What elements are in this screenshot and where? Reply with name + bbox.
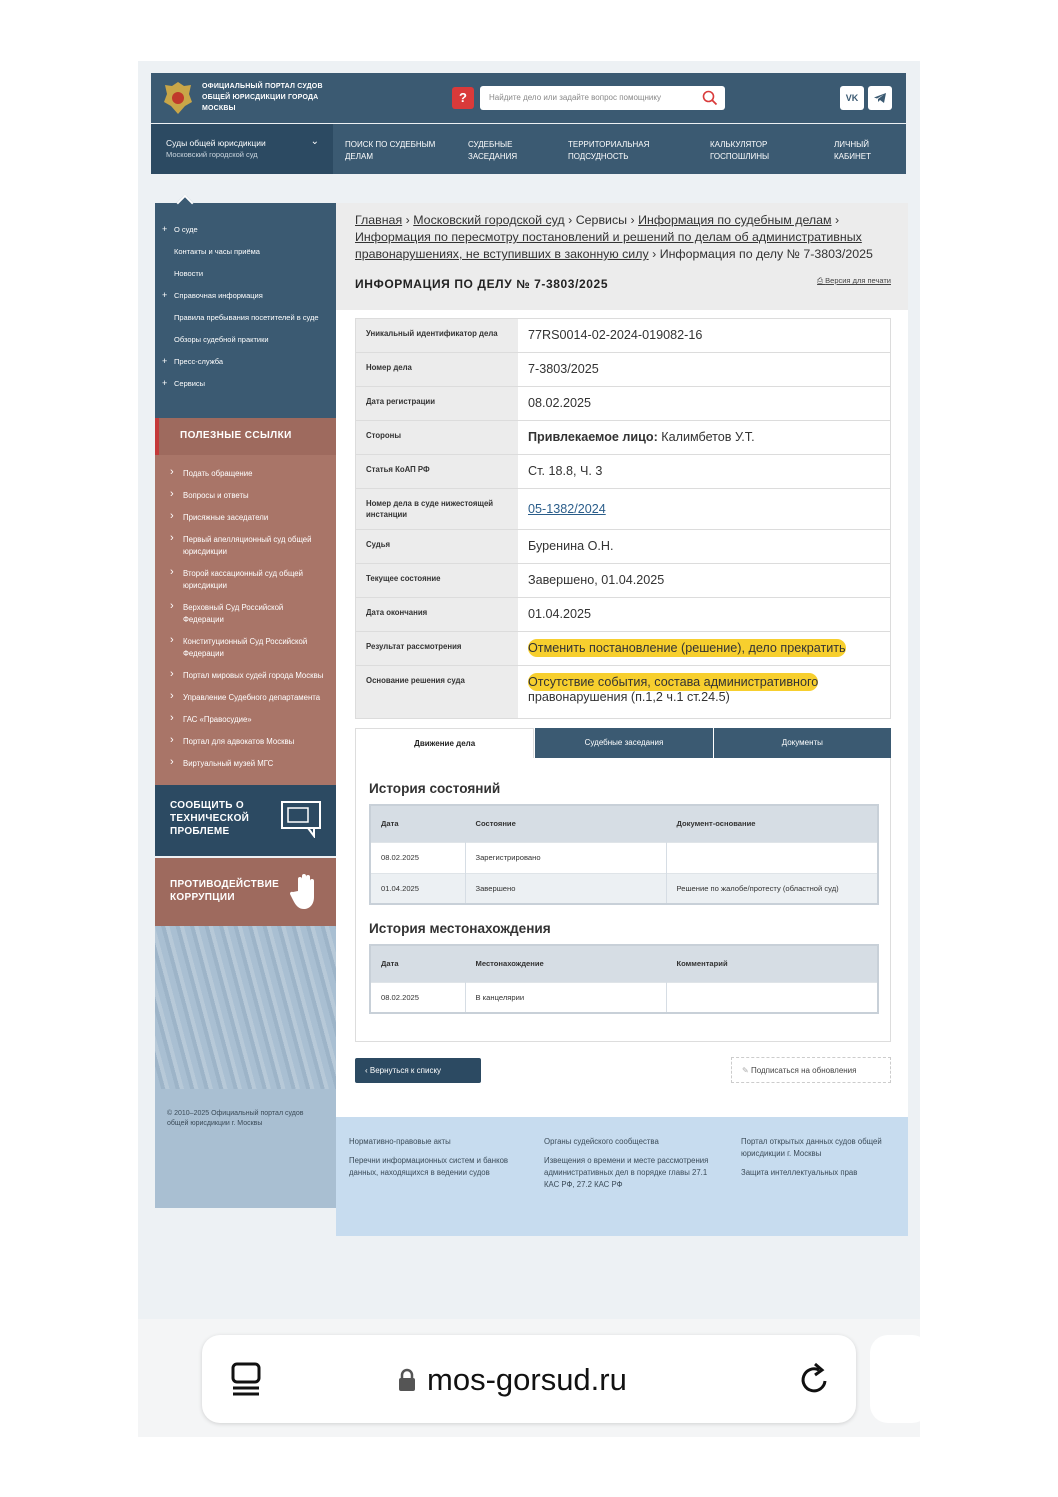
link-appeal[interactable]: › Подать обращение	[155, 463, 336, 485]
nav-case-search[interactable]: ПОИСК ПО СУДЕБНЫМ ДЕЛАМ	[345, 140, 436, 161]
footer-link[interactable]: Органы судейского сообщества	[544, 1137, 659, 1146]
parties-value	[518, 421, 890, 454]
table-header	[370, 945, 878, 982]
col-comment: Комментарий	[666, 945, 878, 982]
printer-icon: ⎙	[817, 276, 826, 285]
tab-sessions[interactable]: Судебные заседания	[534, 728, 712, 758]
cell: Завершено	[465, 873, 666, 904]
footer-col-1	[349, 1136, 519, 1186]
table-row	[356, 598, 890, 632]
breadcrumb-court[interactable]: Московский городской суд	[413, 213, 565, 227]
tab-case-movement[interactable]: Движение дела	[355, 728, 534, 758]
judge-label: Судья	[356, 530, 518, 563]
table-row	[356, 666, 890, 718]
subscribe-label: Подписаться на обновления	[750, 1066, 857, 1075]
telegram-icon[interactable]	[868, 86, 892, 110]
footer-link[interactable]: Перечни информационных систем и банков данных, находящихся в ведении судов	[349, 1156, 509, 1177]
reload-icon[interactable]	[796, 1360, 832, 1398]
cell	[666, 982, 878, 1013]
lower-case-label: Номер дела в суде нижестоящей инстанции	[356, 489, 518, 529]
basis-label: Основание решения суда	[356, 666, 518, 718]
breadcrumb-sep: ›	[630, 213, 635, 227]
court-select-label: Суды общей юрисдикции	[166, 138, 266, 148]
edit-icon: ✎	[742, 1066, 751, 1075]
end-date-label: Дата окончания	[356, 598, 518, 631]
end-date-value: 01.04.2025	[528, 607, 592, 621]
footer	[336, 1117, 908, 1236]
sidebar-item-rules[interactable]: Правила пребывания посетителей в суде	[174, 313, 319, 322]
location-title: История местонахождения	[369, 921, 551, 936]
sidebar	[155, 203, 336, 1208]
footer-link[interactable]: Нормативно-правовые акты	[349, 1137, 451, 1146]
footer-link[interactable]: Портал открытых данных судов общей юрисдикции г. Москвы	[741, 1137, 882, 1158]
menu-notch	[177, 195, 194, 212]
site-header	[151, 73, 906, 123]
search-icon[interactable]	[701, 89, 719, 107]
judge-value: Буренина О.Н.	[528, 539, 614, 553]
result-cell	[518, 632, 890, 665]
party-role: Привлекаемое лицо:	[528, 430, 658, 444]
link-gas-justice[interactable]: › ГАС «Правосудие»	[155, 709, 336, 731]
uid-label: Уникальный идентификатор дела	[356, 319, 518, 352]
case-info-table	[355, 318, 891, 719]
portal-title[interactable]: ОФИЦИАЛЬНЫЙ ПОРТАЛ СУДОВ ОБЩЕЙ ЮРИСДИКЦИИ ГОРОДА МОСКВЫ	[202, 83, 323, 112]
basis-value-line1: Отсутствие события, состава административного	[528, 675, 819, 689]
sidebar-menu	[155, 203, 336, 418]
link-supreme-court[interactable]: › Верховный Суд Российской Федерации	[155, 597, 336, 631]
breadcrumb	[355, 212, 889, 263]
chevron-down-icon: ⌄	[310, 136, 319, 147]
building-photo	[155, 926, 336, 1089]
link-jurors[interactable]: › Присяжные заседатели	[155, 507, 336, 529]
link-department[interactable]: › Управление Судебного департамента	[155, 687, 336, 709]
party-name: Калимбетов У.Т.	[661, 430, 755, 444]
back-to-list-button[interactable]	[355, 1058, 481, 1083]
url-field[interactable]	[202, 1335, 856, 1423]
breadcrumb-sep: ›	[835, 213, 840, 227]
link-cassation-court[interactable]: › Второй кассационный суд общей юрисдикции	[155, 563, 336, 597]
cell: 01.04.2025	[370, 873, 465, 904]
print-version-link[interactable]	[817, 276, 891, 286]
history-table	[369, 804, 879, 905]
anti-corruption-label: ПРОТИВОДЕЙСТВИЕ КОРРУПЦИИ	[170, 879, 280, 903]
table-row	[370, 842, 878, 873]
footer-link[interactable]: Защита интеллектуальных прав	[741, 1168, 858, 1177]
reg-date-value: 08.02.2025	[528, 396, 592, 410]
table-row	[356, 455, 890, 489]
main-content	[336, 203, 908, 1117]
next-tab-stub[interactable]	[870, 1335, 920, 1423]
link-magistrates[interactable]: › Портал мировых судей города Москвы	[155, 665, 336, 687]
table-row	[356, 489, 890, 530]
nav-cabinet[interactable]: ЛИЧНЫЙ КАБИНЕТ	[834, 140, 871, 161]
uid-value: 77RS0014-02-2024-019082-16	[528, 328, 703, 342]
useful-links	[155, 455, 336, 785]
link-museum[interactable]: › Виртуальный музей МГС	[155, 753, 336, 775]
tab-panel	[355, 758, 891, 1042]
breadcrumb-sep: ›	[568, 213, 573, 227]
table-row	[356, 353, 890, 387]
sidebar-item-reviews[interactable]: Обзоры судебной практики	[174, 335, 269, 344]
table-header	[370, 805, 878, 842]
coat-of-arms-icon[interactable]	[161, 80, 195, 116]
sidebar-item-contacts[interactable]: Контакты и часы приёма	[174, 247, 260, 256]
subscribe-button[interactable]	[731, 1057, 891, 1083]
page-title: ИНФОРМАЦИЯ ПО ДЕЛУ № 7-3803/2025	[355, 277, 609, 291]
location-table	[369, 944, 879, 1014]
table-row	[356, 530, 890, 564]
main-nav	[151, 124, 906, 174]
table-row	[356, 421, 890, 455]
back-label: Вернуться к списку	[369, 1066, 442, 1075]
report-problem-label: СООБЩИТЬ О ТЕХНИЧЕСКОЙ ПРОБЛЕМЕ	[170, 800, 250, 837]
search-placeholder: Найдите дело или задайте вопрос помощнику	[489, 93, 661, 102]
case-number-label: Номер дела	[356, 353, 518, 386]
col-state: Состояние	[465, 805, 666, 842]
lower-case-link[interactable]: 05-1382/2024	[528, 502, 606, 516]
help-icon[interactable]: ?	[452, 87, 474, 109]
cell: Решение по жалобе/протесту (областной суд)	[666, 873, 878, 904]
case-tabs	[355, 728, 891, 758]
vk-icon[interactable]: VK	[840, 86, 864, 110]
browser-address-bar	[138, 1319, 920, 1437]
nav-sessions[interactable]: СУДЕБНЫЕ ЗАСЕДАНИЯ	[468, 140, 518, 161]
tabs-icon[interactable]	[230, 1361, 264, 1397]
copyright: © 2010–2025 Официальный портал судов общей юрисдикции г. Москвы	[155, 1089, 336, 1208]
col-location: Местонахождение	[465, 945, 666, 982]
court-select[interactable]	[151, 124, 333, 174]
cell	[666, 842, 878, 873]
tab-documents[interactable]: Документы	[713, 728, 891, 758]
search-input[interactable]	[480, 86, 725, 110]
table-row	[370, 982, 878, 1013]
sidebar-item-news[interactable]: Новости	[174, 269, 204, 278]
table-row	[370, 873, 878, 904]
table-row	[356, 632, 890, 666]
nav-calculator[interactable]: КАЛЬКУЛЯТОР ГОСПОШЛИНЫ	[710, 140, 770, 161]
basis-cell	[518, 666, 890, 718]
reg-date-label: Дата регистрации	[356, 387, 518, 420]
anti-corruption-button[interactable]	[155, 858, 336, 926]
lock-icon	[397, 1368, 417, 1392]
breadcrumb-sep: ›	[652, 247, 657, 261]
col-date: Дата	[370, 945, 465, 982]
state-value: Завершено, 01.04.2025	[528, 573, 665, 587]
link-constitutional-court[interactable]: › Конституционный Суд Российской Федерации	[155, 631, 336, 665]
breadcrumb-current: Информация по делу № 7-3803/2025	[659, 247, 873, 261]
table-row	[356, 319, 890, 353]
cell: 08.02.2025	[370, 982, 465, 1013]
court-select-sub: Московский городской суд	[166, 150, 258, 159]
useful-links-title: ПОЛЕЗНЫЕ ССЫЛКИ	[155, 418, 336, 455]
table-row	[356, 564, 890, 598]
sidebar-item-reference[interactable]: + Справочная информация	[155, 285, 336, 307]
sidebar-item-services[interactable]: + Сервисы	[155, 373, 336, 395]
chevron-left-icon: ‹	[365, 1066, 370, 1075]
state-label: Текущее состояние	[356, 564, 518, 597]
cell: В канцелярии	[465, 982, 666, 1013]
breadcrumb-review[interactable]: Информация по пересмотру постановлений и решений по делам об административных правонарушениях, не вступивших в законную силу	[355, 230, 862, 261]
article-value: Ст. 18.8, Ч. 3	[528, 464, 603, 478]
browser-viewport	[138, 61, 920, 1437]
cell: Зарегистрировано	[465, 842, 666, 873]
table-row	[356, 387, 890, 421]
cell: 08.02.2025	[370, 842, 465, 873]
link-lawyers[interactable]: › Портал для адвокатов Москвы	[155, 731, 336, 753]
hand-icon	[290, 871, 322, 911]
report-problem-button[interactable]	[155, 785, 336, 856]
lower-case-cell	[518, 489, 890, 529]
article-label: Статья КоАП РФ	[356, 455, 518, 488]
print-version-label: Версия для печати	[825, 276, 891, 285]
url-text: mos-gorsud.ru	[427, 1362, 627, 1397]
chat-icon	[280, 800, 322, 838]
breadcrumb-sep: ›	[405, 213, 410, 227]
col-date: Дата	[370, 805, 465, 842]
basis-value-line2: правонарушения (п.1,2 ч.1 ст.24.5)	[528, 690, 730, 704]
case-number-value: 7-3803/2025	[528, 362, 599, 376]
sidebar-item-about[interactable]: + О суде	[155, 219, 336, 241]
nav-jurisdiction[interactable]: ТЕРРИТОРИАЛЬНАЯ ПОДСУДНОСТЬ	[568, 140, 650, 161]
history-title: История состояний	[369, 781, 501, 796]
breadcrumb-info[interactable]: Информация по судебным делам	[638, 213, 832, 227]
result-label: Результат рассмотрения	[356, 632, 518, 665]
page-heading-area	[336, 203, 908, 310]
link-faq[interactable]: › Вопросы и ответы	[155, 485, 336, 507]
footer-col-2	[544, 1136, 722, 1198]
footer-link[interactable]: Извещения о времени и месте рассмотрения административных дел в порядке главы 27.1 КАС РФ, 27.2 КАС РФ	[544, 1156, 709, 1189]
breadcrumb-home[interactable]: Главная	[355, 213, 403, 227]
breadcrumb-services: Сервисы	[575, 213, 628, 227]
link-appellate-court[interactable]: › Первый апелляционный суд общей юрисдикции	[155, 529, 336, 563]
col-document: Документ-основание	[666, 805, 878, 842]
result-value: Отменить постановление (решение), дело прекратить	[528, 641, 846, 655]
footer-col-3	[741, 1136, 891, 1186]
parties-label: Стороны	[356, 421, 518, 454]
sidebar-item-press[interactable]: + Пресс-служба	[155, 351, 336, 373]
